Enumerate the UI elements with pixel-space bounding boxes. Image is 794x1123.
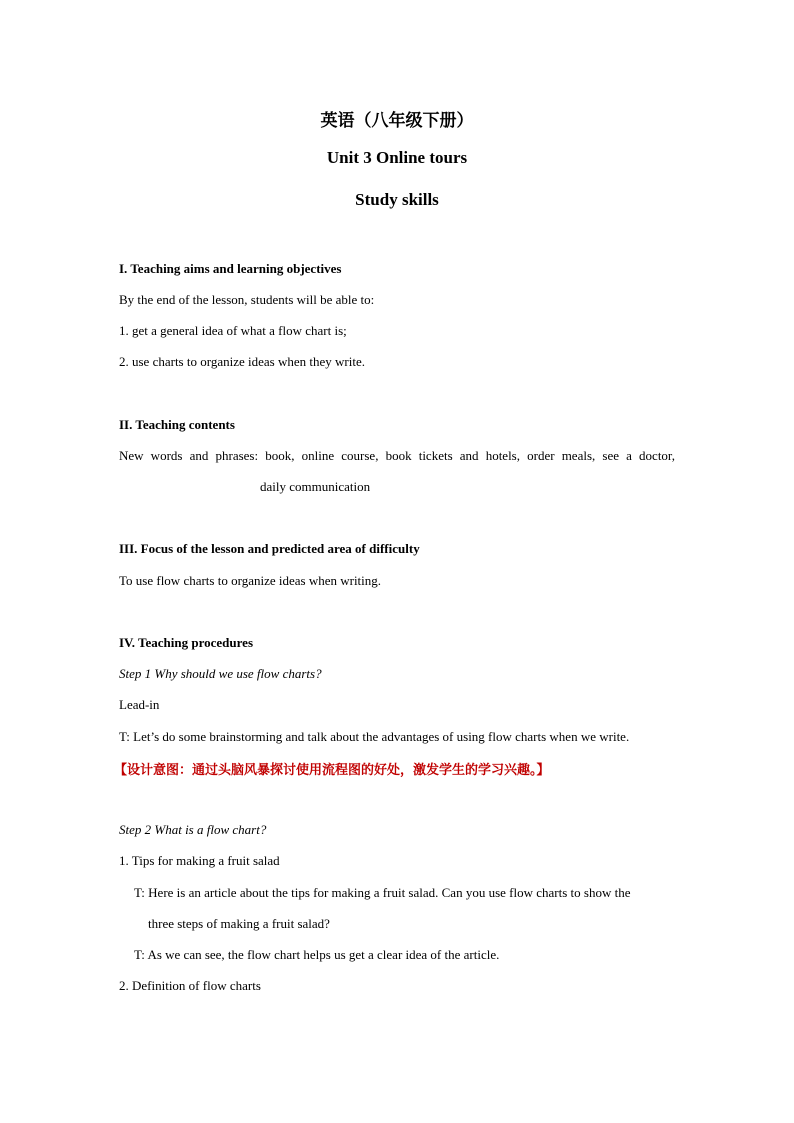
step2-item-2: 2. Definition of flow charts (119, 978, 261, 993)
step1-teacher-line: T: Let’s do some brainstorming and talk about the advantages of using flow charts when we write. (119, 729, 630, 744)
step2-title: Step 2 What is a flow chart? (119, 822, 267, 837)
aims-item-2: 2. use charts to organize ideas when they write. (119, 354, 365, 369)
lesson-title: Study skills (355, 190, 439, 209)
step1-subtitle: Lead-in (119, 697, 160, 712)
step1-title: Step 1 Why should we use flow charts? (119, 666, 322, 681)
document-title: 英语（八年级下册） (320, 111, 474, 131)
contents-line-1: New words and phrases: book, online course, book tickets and hotels, order meals, see a doctor, (119, 448, 675, 463)
step2-teacher-line-1b: three steps of making a fruit salad? (148, 916, 330, 931)
section-heading-contents: II. Teaching contents (119, 417, 235, 432)
step2-teacher-line-1a: T: Here is an article about the tips for making a fruit salad. Can you use flow charts to show the (134, 885, 631, 900)
focus-text: To use flow charts to organize ideas when writing. (119, 573, 382, 588)
section-heading-aims: I. Teaching aims and learning objectives (119, 261, 342, 276)
unit-title: Unit 3 Online tours (326, 148, 468, 167)
step1-design-note: 【设计意图：通过头脑风暴探讨使用流程图的好处，激发学生的学习兴趣。】 (114, 763, 550, 778)
aims-item-1: 1. get a general idea of what a flow chart is; (119, 323, 347, 338)
section-heading-focus: III. Focus of the lesson and predicted area of difficulty (119, 541, 420, 556)
section-heading-procedures: IV. Teaching procedures (119, 635, 254, 650)
contents-line-2: daily communication (260, 479, 371, 494)
step2-teacher-line-2: T: As we can see, the flow chart helps us get a clear idea of the article. (134, 947, 500, 962)
aims-intro: By the end of the lesson, students will be able to: (119, 292, 375, 307)
step2-item-1: 1. Tips for making a fruit salad (119, 853, 280, 868)
